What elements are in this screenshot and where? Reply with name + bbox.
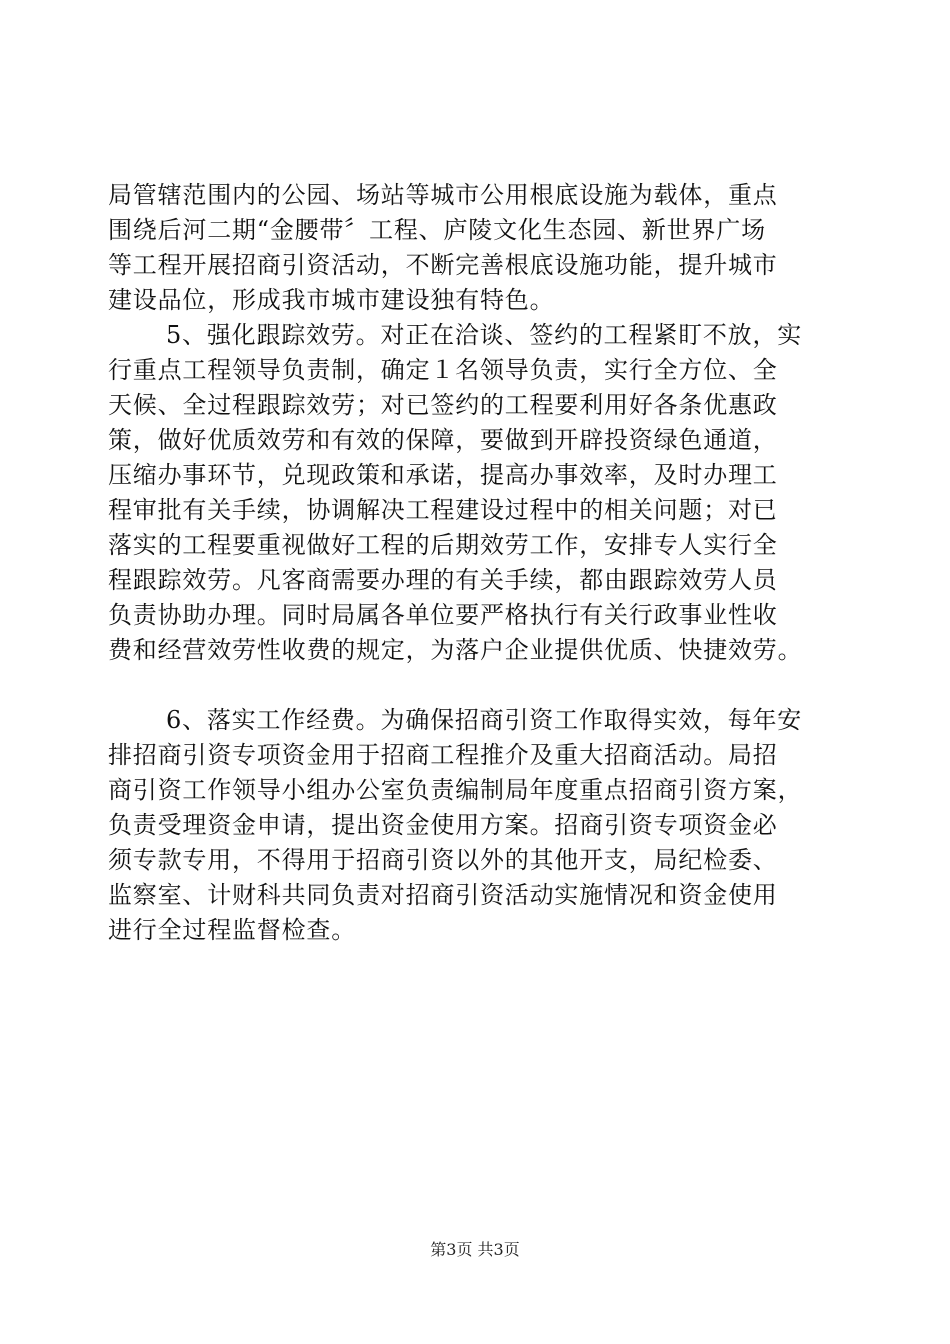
page-footer: [0, 1240, 950, 1260]
text-line: 须专款专用，不得用于招商引资以外的其他开支，局纪检委、: [108, 846, 778, 874]
text-line: 行重点工程领导负责制，确定１名领导负责，实行全方位、全: [108, 356, 778, 384]
text-line: 程审批有关手续，协调解决工程建设过程中的相关问题；对已: [108, 496, 778, 524]
page-number: 第3页 共3页: [430, 1240, 520, 1259]
text-line: 落实的工程要重视做好工程的后期效劳工作，安排专人实行全: [108, 531, 778, 559]
paragraph-3: [108, 703, 850, 948]
text-line: 等工程开展招商引资活动，不断完善根底设施功能，提升城市: [108, 251, 778, 279]
text-line: 策，做好优质效劳和有效的保障，要做到开辟投资绿色通道，: [108, 426, 778, 454]
text-line: 天候、全过程跟踪效劳；对已签约的工程要利用好各条优惠政: [108, 391, 778, 419]
text-line: 程跟踪效劳。凡客商需要办理的有关手续，都由跟踪效劳人员: [108, 566, 778, 594]
paragraph-1: [108, 178, 850, 318]
text-line: 6、落实工作经费。为确保招商引资工作取得实效，每年安: [166, 706, 803, 734]
paragraph-2: [108, 318, 850, 668]
text-line: 围绕后河二期“金腰带〞工程、庐陵文化生态园、新世界广场: [108, 216, 766, 244]
text-line: 负责协助办理。同时局属各单位要严格执行有关行政事业性收: [108, 601, 778, 629]
text-line: 商引资工作领导小组办公室负责编制局年度重点招商引资方案，: [108, 776, 803, 804]
document-body: [108, 178, 850, 948]
text-line: 局管辖范围内的公园、场站等城市公用根底设施为载体，重点: [108, 181, 778, 209]
text-line: 费和经营效劳性收费的规定，为落户企业提供优质、快捷效劳。: [108, 636, 803, 664]
text-line: 负责受理资金申请，提出资金使用方案。招商引资专项资金必: [108, 811, 778, 839]
text-line: 压缩办事环节，兑现政策和承诺，提高办事效率，及时办理工: [108, 461, 778, 489]
text-line: 监察室、计财科共同负责对招商引资活动实施情况和资金使用: [108, 881, 778, 909]
text-line: 排招商引资专项资金用于招商工程推介及重大招商活动。局招: [108, 741, 778, 769]
text-line: 5、强化跟踪效劳。对正在洽谈、签约的工程紧盯不放，实: [166, 321, 803, 349]
text-line: 建设品位，形成我市城市建设独有特色。: [108, 286, 555, 314]
paragraph-spacer: [108, 668, 850, 703]
text-line: 进行全过程监督检查。: [108, 916, 356, 944]
